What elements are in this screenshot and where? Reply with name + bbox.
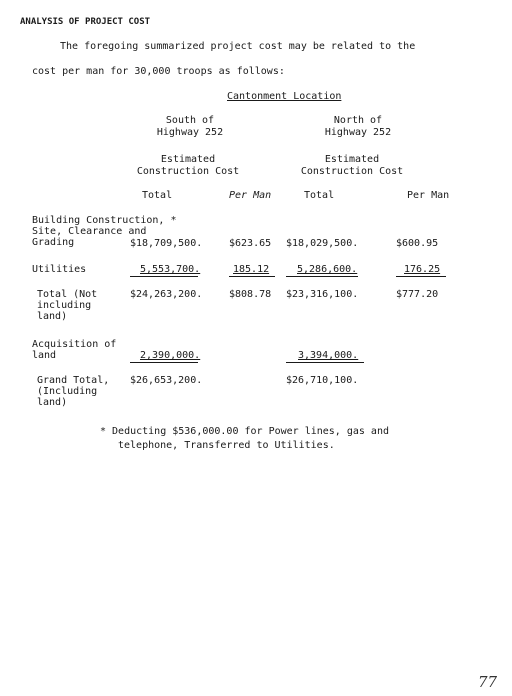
cell-total-south-total: $24,263,200.	[130, 289, 203, 300]
cell-utilities-north-total: 5,286,600.	[297, 264, 358, 275]
intro-line-1: The foregoing summarized project cost may be related to the	[60, 41, 416, 52]
col-total-south: Total	[142, 190, 173, 201]
row-label-grand-total: Grand Total, (Including land)	[37, 375, 110, 408]
rule-acquisition-south	[130, 362, 198, 363]
cell-acquisition-south-total: 2,390,000.	[140, 350, 201, 361]
location-north-header: North of Highway 252	[324, 115, 392, 138]
row-label-building: Building Construction, * Site, Clearance and Grading	[32, 215, 177, 248]
footnote-line-1: * Deducting $536,000.00 for Power lines, gas and	[100, 426, 389, 437]
cell-total-north-perman: $777.20	[396, 289, 439, 300]
section-title: Cantonment Location	[227, 91, 342, 102]
col-perman-south: Per Man	[229, 190, 272, 201]
location-south-header: South of Highway 252	[156, 115, 224, 138]
est-cost-south-header: Estimated Construction Cost	[136, 154, 240, 177]
row-label-total: Total (Not including land)	[37, 289, 98, 322]
cell-building-north-total: $18,029,500.	[286, 238, 359, 249]
rule-acquisition-north	[286, 362, 364, 363]
document-heading: ANALYSIS OF PROJECT COST	[20, 17, 151, 27]
cell-grand-north-total: $26,710,100.	[286, 375, 359, 386]
cell-grand-south-total: $26,653,200.	[130, 375, 203, 386]
cell-building-south-total: $18,709,500.	[130, 238, 203, 249]
col-total-north: Total	[304, 190, 335, 201]
row-label-utilities: Utilities	[32, 264, 87, 275]
cell-acquisition-north-total: 3,394,000.	[298, 350, 359, 361]
cell-total-north-total: $23,316,100.	[286, 289, 359, 300]
cell-utilities-north-perman: 176.25	[404, 264, 441, 275]
row-label-acquisition: Acquisition of land	[32, 339, 117, 361]
cell-total-south-perman: $808.78	[229, 289, 272, 300]
cell-building-north-perman: $600.95	[396, 238, 439, 249]
cell-utilities-south-total: 5,553,700.	[140, 264, 201, 275]
col-perman-north: Per Man	[407, 190, 450, 201]
rule-utilities-north-perman	[396, 276, 446, 277]
cell-utilities-south-perman: 185.12	[233, 264, 270, 275]
cell-building-south-perman: $623.65	[229, 238, 272, 249]
rule-utilities-south-total	[130, 276, 198, 277]
est-cost-north-header: Estimated Construction Cost	[300, 154, 404, 177]
rule-utilities-north-total	[286, 276, 358, 277]
intro-line-2: cost per man for 30,000 troops as follows:	[32, 66, 285, 77]
rule-utilities-south-perman	[229, 276, 275, 277]
footnote-line-2: telephone, Transferred to Utilities.	[118, 440, 335, 451]
page-number: 77	[478, 673, 498, 691]
